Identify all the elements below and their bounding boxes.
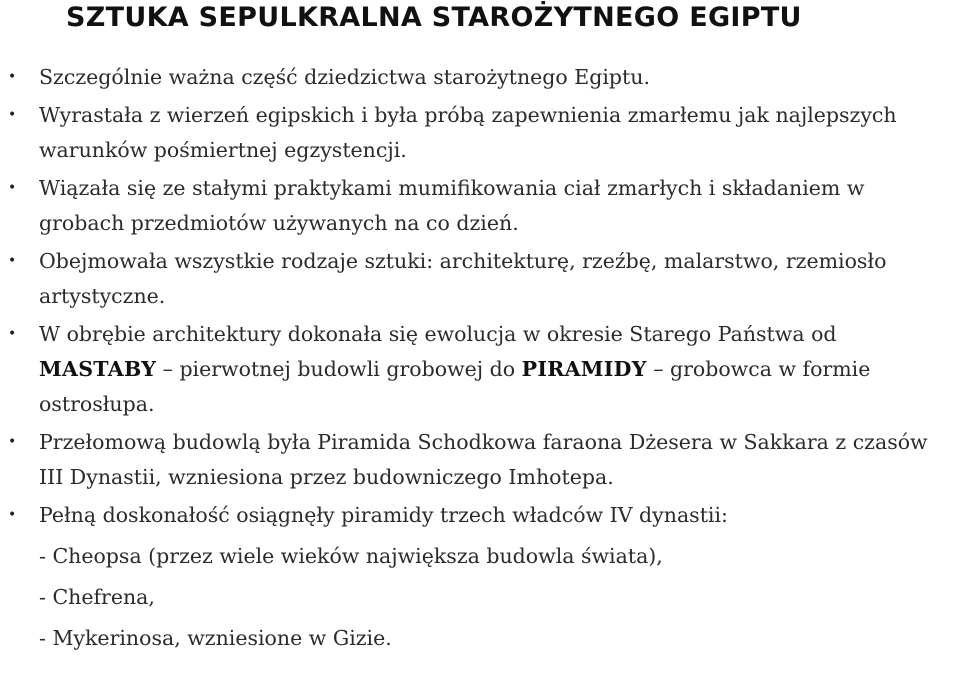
bullet-text-part: W obrębie architektury dokonała się ewolucja w okresie Starego Państwa od bbox=[39, 322, 837, 346]
bullet-text bbox=[39, 317, 954, 422]
bullet-icon: • bbox=[8, 180, 17, 196]
bullet-icon: • bbox=[8, 434, 17, 450]
bullet-icon: • bbox=[8, 253, 17, 269]
bullet-item-7 bbox=[0, 498, 960, 533]
bullet-item-2 bbox=[0, 98, 960, 168]
bullet-item-5 bbox=[0, 317, 960, 422]
bullet-item-6 bbox=[0, 425, 960, 495]
bullet-text: Szczególnie ważna część dziedzictwa starożytnego Egiptu. bbox=[39, 65, 651, 89]
bullet-text: Pełną doskonałość osiągnęły piramidy trzech władców IV dynastii: bbox=[39, 503, 728, 527]
bullet-icon: • bbox=[8, 507, 17, 523]
bullet-text: Wyrastała z wierzeń egipskich i była próbą zapewnienia zmarłemu jak najlepszych warunków pośmiertnej egzystencji. bbox=[39, 103, 897, 162]
page-title: SZTUKA SEPULKRALNA STAROŻYTNEGO EGIPTU bbox=[66, 2, 802, 33]
bullet-item-4 bbox=[0, 244, 960, 314]
bullet-text: Przełomową budowlą była Piramida Schodkowa faraona Dżesera w Sakkara z czasów III Dynastii, wzniesiona przez budowniczego Imhotepa. bbox=[39, 430, 928, 489]
dash-item-chefren: - Chefrena, bbox=[39, 585, 155, 609]
bullet-text: Obejmowała wszystkie rodzaje sztuki: architekturę, rzeźbę, malarstwo, rzemiosło artystyczne. bbox=[39, 249, 887, 308]
piramida-term: PIRAMIDY bbox=[521, 357, 647, 381]
mastaba-term: MASTABY bbox=[39, 357, 157, 381]
bullet-list bbox=[0, 60, 960, 659]
dash-item-mykerinos: - Mykerinosa, wzniesione w Gizie. bbox=[39, 626, 392, 650]
bullet-icon: • bbox=[8, 326, 17, 342]
bullet-text: Wiązała się ze stałymi praktykami mumifikowania ciał zmarłych i składaniem w grobach przedmiotów używanych na co dzień. bbox=[39, 176, 865, 235]
bullet-item-3 bbox=[0, 171, 960, 241]
bullet-text-part: – pierwotnej budowli grobowej do bbox=[156, 357, 522, 381]
dash-item-cheops: - Cheopsa (przez wiele wieków największa budowla świata), bbox=[39, 544, 663, 568]
bullet-item-1 bbox=[0, 60, 960, 95]
bullet-text-part: – grobowca w formie ostrosłupa. bbox=[39, 357, 871, 416]
bullet-icon: • bbox=[8, 69, 17, 85]
bullet-icon: • bbox=[8, 107, 17, 123]
